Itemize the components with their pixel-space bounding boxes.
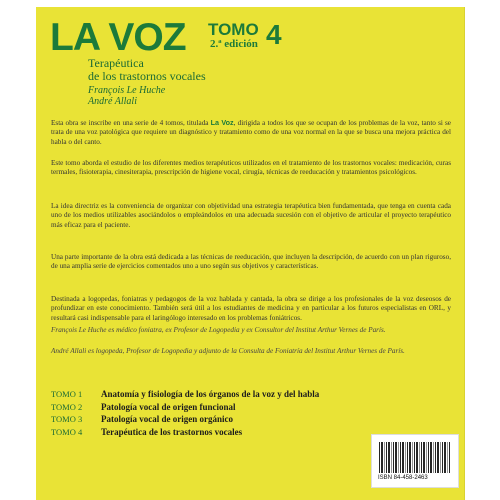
- subtitle-line-2: de los trastornos vocales: [88, 69, 206, 83]
- barcode: [371, 434, 459, 488]
- brand-title: LA VOZ: [50, 16, 186, 59]
- paragraph-strategy: La idea directriz es la conveniencia de organizar con objetividad una estrategia terapéutica bien fundamentada, que tenga en cuenta cada uno de los medios utilizables asociándolos o empleándolos en una adecuada sucesión con el objetivo de articular el proyecto terapéutico más eficaz para el paciente.: [51, 202, 451, 229]
- volume-title: Terapéutica de los trastornos vocales: [101, 426, 243, 437]
- tomo-label: TOMO: [208, 20, 259, 39]
- p1-inline-brand: La Voz: [210, 118, 234, 127]
- volume-label: TOMO 4: [51, 426, 83, 437]
- paragraph-audience: Destinada a logopedas, foniatras y pedagogos de la voz hablada y cantada, la obra se dirige a los profesionales de la voz deseosos de profundizar en este conocimiento. También será útil a los estudiantes de medicina y en particular a los futuros especialistas en ORL, y resultará casi indispensable para el laringólogo interesado en los problemas foniátricos.: [51, 295, 451, 322]
- bio-allali: André Allali es logopeda, Profesor de Logopedia y adjunto de la Consulta de Foniatría del Institut Arthur Vernes de París.: [51, 347, 405, 355]
- author-2: André Allali: [88, 96, 137, 107]
- tomo-block: [208, 19, 282, 50]
- paragraph-intro: [51, 118, 451, 147]
- volume-title: Patología vocal de origen funcional: [101, 401, 236, 412]
- p1-text-b: , dirigida a todos los que se ocupan de los problemas de la voz, tanto si se trata de una voz patológica que requiere un diagnóstico y tratamiento como de una voz normal en la que se busca una mejora práctica del habla o del canto.: [51, 119, 452, 146]
- isbn-text: ISBN 84-458-2463: [378, 475, 428, 481]
- edition-label: 2.ª edición: [210, 38, 258, 50]
- p1-text-a: Esta obra se inscribe en una serie de 4 tomos, titulada: [51, 119, 211, 127]
- paragraph-reeducation: Una parte importante de la obra está dedicada a las técnicas de reeducación, que incluyen la descripción, de acuerdo con un plan riguroso, de una amplia serie de ejercicios comentados uno a uno según sus objetivos y características.: [51, 253, 451, 271]
- volume-label: TOMO 1: [51, 389, 83, 399]
- tomo-number: 4: [266, 19, 282, 50]
- volume-title: Anatomía y fisiología de los órganos de la voz y del habla: [101, 389, 320, 399]
- subtitle: [88, 57, 206, 83]
- bio-le-huche: François Le Huche es médico foniatra, ex Profesor de Logopedia y ex Consultor del Institut Arthur Vernes de París.: [51, 326, 386, 334]
- volume-label: TOMO 3: [51, 414, 83, 424]
- volume-title: Patología vocal de origen orgánico: [101, 414, 233, 424]
- title-block: [50, 16, 282, 59]
- volume-label: TOMO 2: [51, 401, 83, 412]
- authors: [88, 85, 165, 107]
- author-1: François Le Huche: [88, 85, 166, 96]
- subtitle-line-1: Terapéutica: [88, 56, 144, 70]
- paragraph-scope: Este tomo aborda el estudio de los diferentes medios terapéuticos utilizados en el tratamiento de los trastornos vocales: medicación, curas termales, fisioterapia, cinesiterapia, prescripción de higiene vocal, cirugía, técnicas de reeducación y tratamientos psicológicos.: [51, 159, 451, 177]
- barcode-bars: [379, 442, 451, 473]
